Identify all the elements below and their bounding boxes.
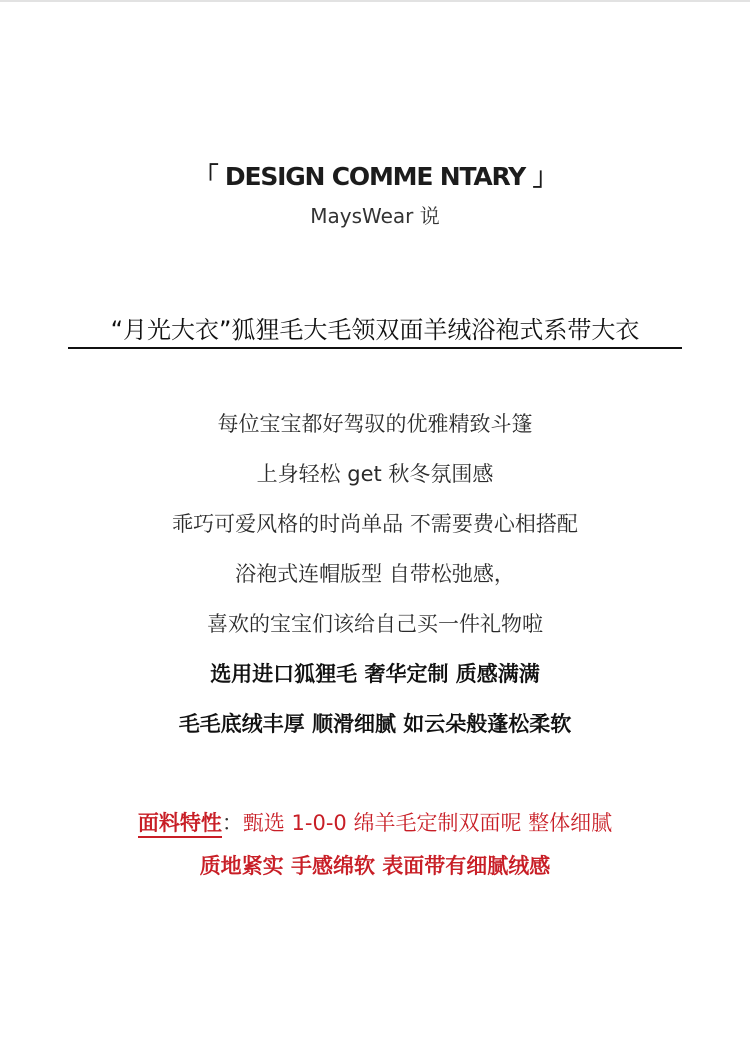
description-line: 喜欢的宝宝们该给自己买一件礼物啦 [207,612,543,636]
description-line: 上身轻松 get 秋冬氛围感 [256,462,494,486]
fabric-feature-text: 甄选 1-0-0 绵羊毛定制双面呢 整体细腻 [242,811,613,835]
fabric-feature-colon: ： [221,811,243,835]
fabric-feature-text-2: 质地紧实 手感绵软 表面带有细腻绒感 [199,854,551,878]
section-heading: 「 DESIGN COMME NTARY 」 [193,162,557,191]
product-title: “月光大衣”狐狸毛大毛领双面羊绒浴袍式系带大衣 [110,316,640,344]
section-subheading: MaysWear 说 [310,204,440,228]
product-title-block [68,310,682,349]
fabric-feature-label: 面料特性 [138,811,222,838]
description-line: 每位宝宝都好驾驭的优雅精致斗篷 [217,412,533,436]
description-line: 乖巧可爱风格的时尚单品 不需要费心相搭配 [172,512,578,536]
description-line: 浴袍式连帽版型 自带松弛感， [235,562,515,586]
highlight-line: 毛毛底绒丰厚 顺滑细腻 如云朵般蓬松柔软 [178,712,572,736]
fabric-feature-line [0,807,750,837]
highlight-line: 选用进口狐狸毛 奢华定制 质感满满 [210,662,540,686]
top-divider [0,0,750,2]
